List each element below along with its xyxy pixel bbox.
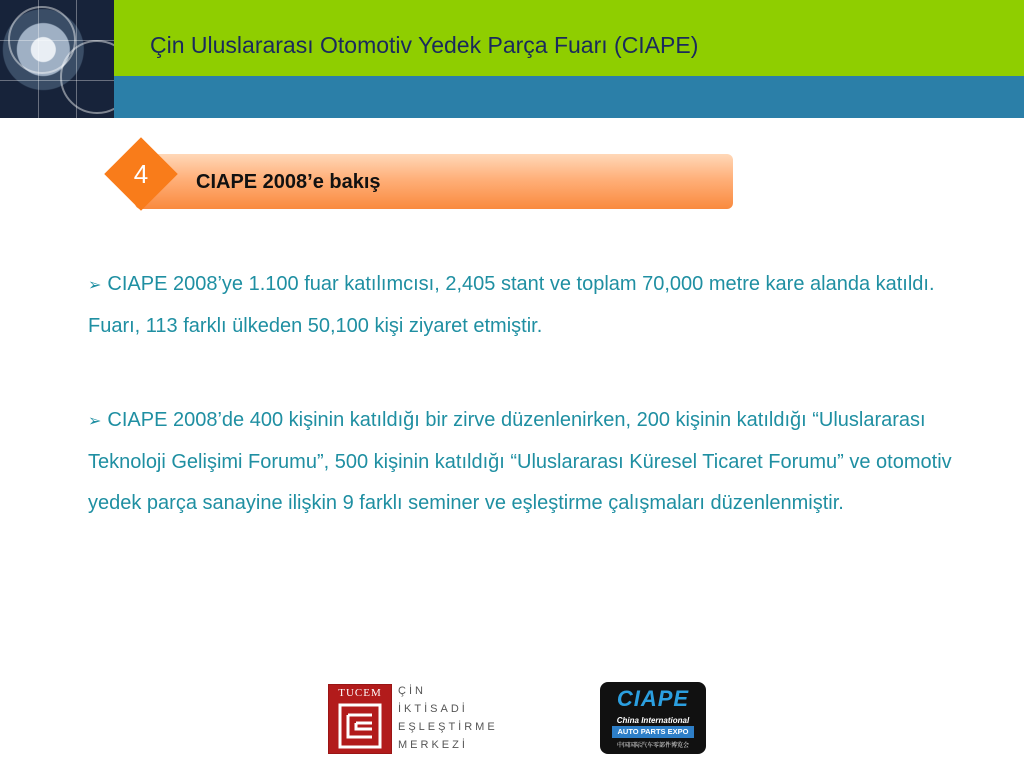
ciape-line3: 中国国际汽车零部件博览会: [616, 743, 689, 749]
section-title: CIAPE 2008’e bakış: [196, 171, 381, 193]
header-headlight-photo: [0, 0, 114, 118]
ciape-logo: [600, 682, 706, 754]
tucem-line: MERKEZİ: [398, 739, 468, 751]
ciape-line1: China International: [616, 716, 690, 725]
bullet-paragraph: [88, 264, 968, 347]
header-blue-band: [114, 76, 1024, 118]
ciape-brand: CIAPE: [616, 686, 690, 711]
tucem-name: [398, 682, 498, 754]
section-number: 4: [133, 159, 149, 189]
tucem-logo-word: TUCEM: [338, 687, 382, 699]
bullet-paragraph: [88, 400, 968, 524]
tucem-line: ÇİN: [398, 685, 426, 697]
tucem-logo: [328, 684, 392, 754]
arrow-bullet-icon: ➢: [88, 413, 102, 430]
bullet-text: CIAPE 2008’ye 1.100 fuar katılımcısı, 2,405 stant ve toplam 70,000 metre kare alanda katıldı. Fuarı, 113 farklı ülkeden 50,100 kişi ziyaret etmiştir.: [88, 273, 935, 337]
page-title: Çin Uluslararası Otomotiv Yedek Parça Fuarı (CIAPE): [150, 32, 699, 58]
tucem-line: İKTİSADİ: [398, 703, 468, 715]
tucem-line: EŞLEŞTİRME: [398, 721, 498, 733]
ciape-line2: AUTO PARTS EXPO: [612, 726, 694, 738]
arrow-bullet-icon: ➢: [88, 277, 102, 294]
tucem-mark-icon: [338, 703, 382, 749]
bullet-text: CIAPE 2008’de 400 kişinin katıldığı bir zirve düzenlenirken, 200 kişinin katıldığı “Uluslararası Teknoloji Gelişimi Forumu”, 500 kişinin katıldığı “Uluslararası Küresel Ticaret Forumu” ve otomotiv yedek parça sanayine ilişkin 9 farklı seminer ve eşleştirme çalışmaları düzenlenmiştir.: [88, 409, 952, 514]
